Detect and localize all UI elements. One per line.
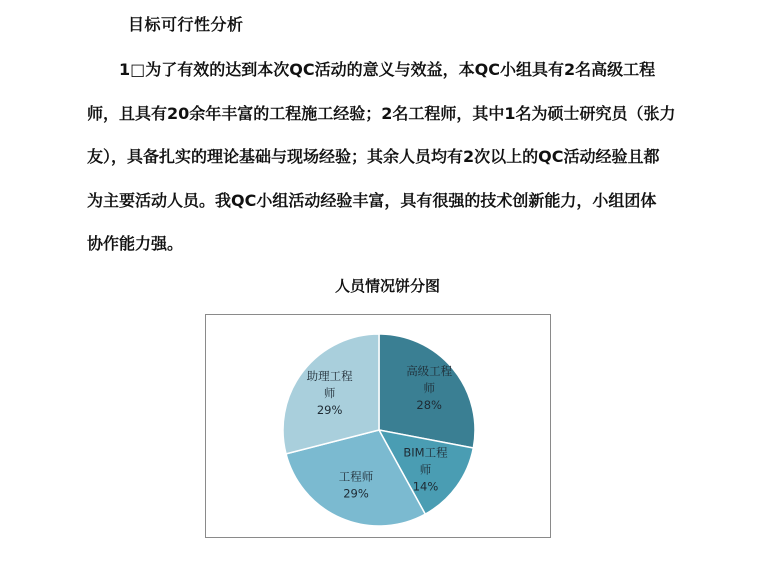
pie-chart bbox=[206, 315, 550, 537]
pie-slice-name: 师 bbox=[323, 386, 336, 401]
pie-slice-name: 师 bbox=[423, 380, 435, 395]
paragraph-line: 协作能力强。 bbox=[87, 234, 184, 253]
pie-slice-percent: 14% bbox=[412, 479, 439, 494]
pie-slice-percent: 28% bbox=[416, 397, 442, 412]
paragraph-line: 师，且具有20余年丰富的工程施工经验；2名工程师，其中1名为硕士研究员（张力 bbox=[87, 103, 676, 123]
paragraph-line: 为主要活动人员。我QC小组活动经验丰富，具有很强的技术创新能力，小组团体 bbox=[87, 190, 657, 210]
pie-slice-name: 师 bbox=[419, 462, 432, 477]
pie-slice-name: BIM工程 bbox=[403, 445, 448, 460]
body-paragraph bbox=[87, 54, 679, 272]
chart-frame bbox=[205, 314, 551, 538]
pie-slice-name: 工程师 bbox=[338, 469, 374, 484]
pie-slice-name: 助理工程 bbox=[306, 369, 353, 384]
paragraph-line: 友），具备扎实的理论基础与现场经验；其余人员均有2次以上的QC活动经验且都 bbox=[87, 147, 660, 166]
paragraph-line: 1□为了有效的达到本次QC活动的意义与效益，本QC小组具有2名高级工程 bbox=[119, 60, 656, 79]
section-heading: 目标可行性分析 bbox=[128, 15, 244, 34]
pie-slice-percent: 29% bbox=[343, 486, 369, 501]
pie-slice-name: 高级工程 bbox=[406, 363, 453, 378]
chart-title: 人员情况饼分图 bbox=[335, 277, 441, 295]
pie-slice-percent: 29% bbox=[316, 403, 343, 418]
